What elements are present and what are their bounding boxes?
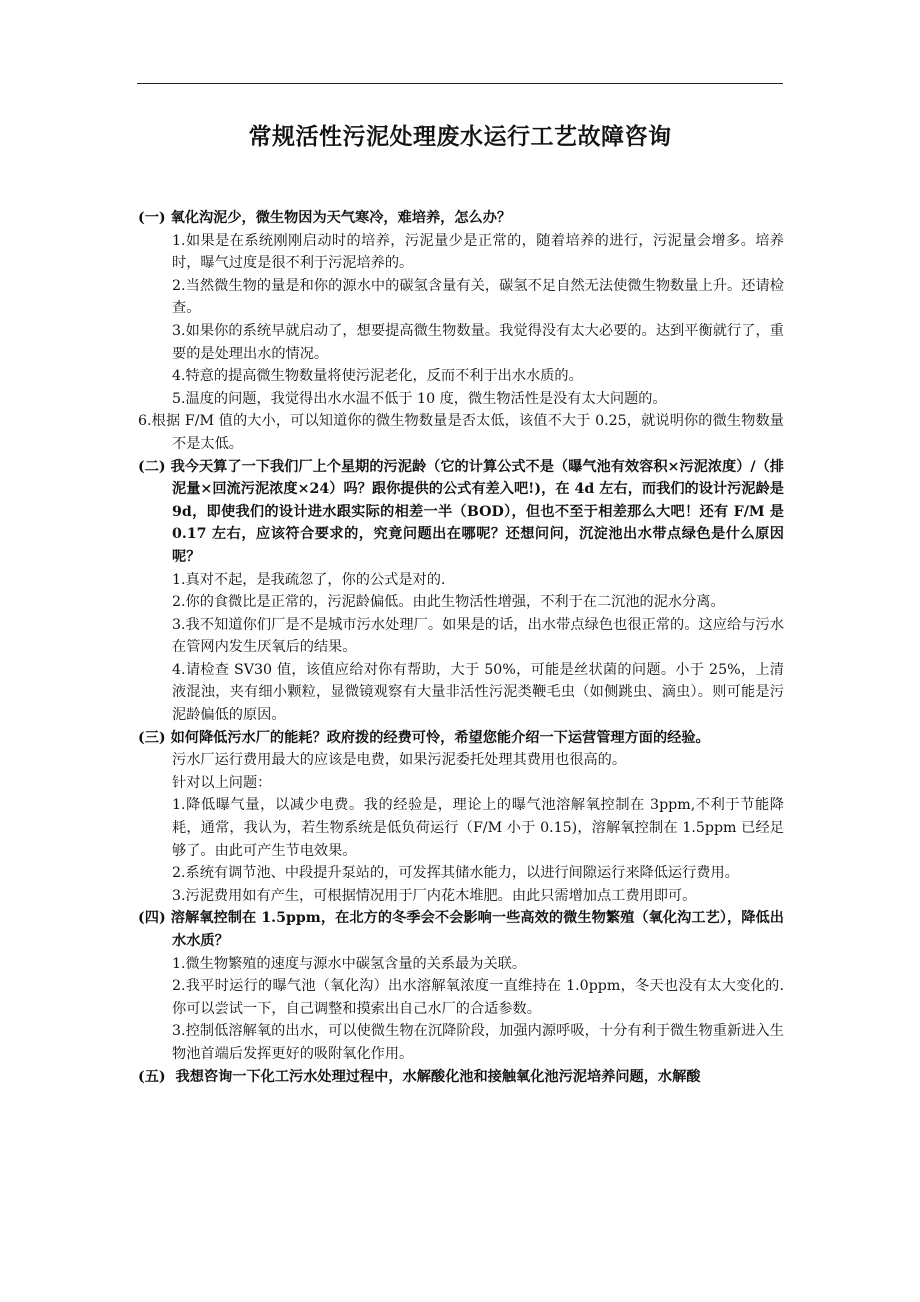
- question-number: (二): [138, 458, 166, 475]
- question-number: (五): [138, 1068, 166, 1085]
- answer-1-1: 1.如果是在系统刚刚启动时的培养，污泥量少是正常的，随着培养的进行，污泥量会增多。培养时，曝气过度是很不利于污泥培养的。: [172, 232, 784, 272]
- answer-1-4: 4.特意的提高微生物数量将使污泥老化，反而不利于出水水质的。: [172, 368, 583, 385]
- answer-3-lead: 针对以上问题：: [172, 774, 272, 791]
- answer-2-4: 4.请检查 SV30 值，该值应给对你有帮助，大于 50%，可能是丝状菌的问题。小于 25%，上清液混浊，夹有细小颗粒，显微镜观察有大量非活性污泥类鞭毛虫（如侧跳虫、滴虫）。则可能是污泥龄偏低的原因。: [172, 661, 784, 724]
- header-rule: [137, 83, 783, 84]
- answer-4-2: 2.我平时运行的曝气池（氧化沟）出水溶解氧浓度一直维持在 1.0ppm，冬天也没有太大变化的.你可以尝试一下，自己调整和摸索出自己水厂的合适参数。: [172, 978, 784, 1017]
- document-body: [138, 207, 784, 1088]
- question-text: 氧化沟泥少，微生物因为天气寒冷，难培养，怎么办？: [170, 210, 512, 226]
- question-2: [138, 456, 784, 569]
- question-number: (三): [138, 729, 166, 746]
- answer-1-5: 5.温度的问题，我觉得出水水温不低于 10 度，微生物活性是没有太大问题的。: [172, 390, 667, 407]
- question-text: 我想咨询一下化工污水处理过程中，水解酸化池和接触氧化池污泥培养问题，水解酸: [175, 1068, 701, 1085]
- question-number: (四): [138, 910, 166, 927]
- question-4: [138, 907, 784, 952]
- answer-4-1: 1.微生物繁殖的速度与源水中碳氢含量的关系最为关联。: [172, 955, 527, 972]
- answer-1-2: 2.当然微生物的量是和你的源水中的碳氢含量有关，碳氢不足自然无法使微生物数量上升。还请检查。: [172, 277, 784, 317]
- question-text: 我今天算了一下我们厂上个星期的污泥龄（它的计算公式不是（曝气池有效容积×污泥浓度）/（排泥量×回流污泥浓度×24）吗？跟你提供的公式有差入吧!)，在 4d 左右，而我们的设计污泥龄是 9d，即使我们的设计进水跟实际的相差一半（BOD），但也不至于相差那么大吧！还有 F/M 是 0.17 左右，应该符合要求的，究竟问题出在哪呢？还想问问，沉淀池出水带点绿色是什么原因呢？: [170, 458, 784, 565]
- question-text: 如何降低污水厂的能耗？政府拨的经费可怜，希望您能介绍一下运营管理方面的经验。: [170, 729, 710, 746]
- answer-2-2: 2.你的食微比是正常的，污泥龄偏低。由此生物活性增强，不利于在二沉池的泥水分离。: [172, 594, 725, 611]
- answer-2-3: 3.我不知道你们厂是不是城市污水处理厂。如果是的话，出水带点绿色也很正常的。这应给与污水在管网内发生厌氧后的结果。: [172, 616, 784, 656]
- question-1: [138, 207, 784, 230]
- question-number: (一): [138, 210, 166, 226]
- answer-3-intro: 污水厂运行费用最大的应该是电费，如果污泥委托处理其费用也很高的。: [172, 752, 627, 769]
- answer-2-1: 1.真对不起，是我疏忽了，你的公式是对的.: [172, 571, 446, 588]
- answer-4-3: 3.控制低溶解氧的出水，可以使微生物在沉降阶段，加强内源呼吸，十分有利于微生物重新进入生物池首端后发挥更好的吸附氧化作用。: [172, 1023, 784, 1062]
- question-3: [138, 727, 784, 750]
- document-title: 常规活性污泥处理废水运行工艺故障咨询: [248, 123, 672, 150]
- answer-3-3: 3.污泥费用如有产生，可根据情况用于厂内花木堆肥。由此只需增加点工费用即可。: [172, 887, 697, 904]
- answer-3-2: 2.系统有调节池、中段提升泵站的，可发挥其储水能力，以进行间隙运行来降低运行费用。: [172, 865, 739, 882]
- answer-1-6: 6.根据 F/M 值的大小，可以知道你的微生物数量是否太低，该值不大于 0.25，就说明你的微生物数量不是太低。: [138, 413, 784, 452]
- question-5: [138, 1066, 784, 1089]
- answer-1-3: 3.如果你的系统早就启动了，想要提高微生物数量。我觉得没有太大必要的。达到平衡就行了，重要的是处理出水的情况。: [172, 322, 784, 362]
- answer-3-1: 1.降低曝气量，以减少电费。我的经验是，理论上的曝气池溶解氧控制在 3ppm,不利于节能降耗，通常，我认为，若生物系统是低负荷运行（F/M 小于 0.15)，溶解氧控制在 1.5ppm 已经足够了。由此可产生节电效果。: [172, 797, 784, 859]
- question-text: 溶解氧控制在 1.5ppm，在北方的冬季会不会影响一些高效的微生物繁殖（氧化沟工艺），降低出水水质？: [170, 910, 784, 949]
